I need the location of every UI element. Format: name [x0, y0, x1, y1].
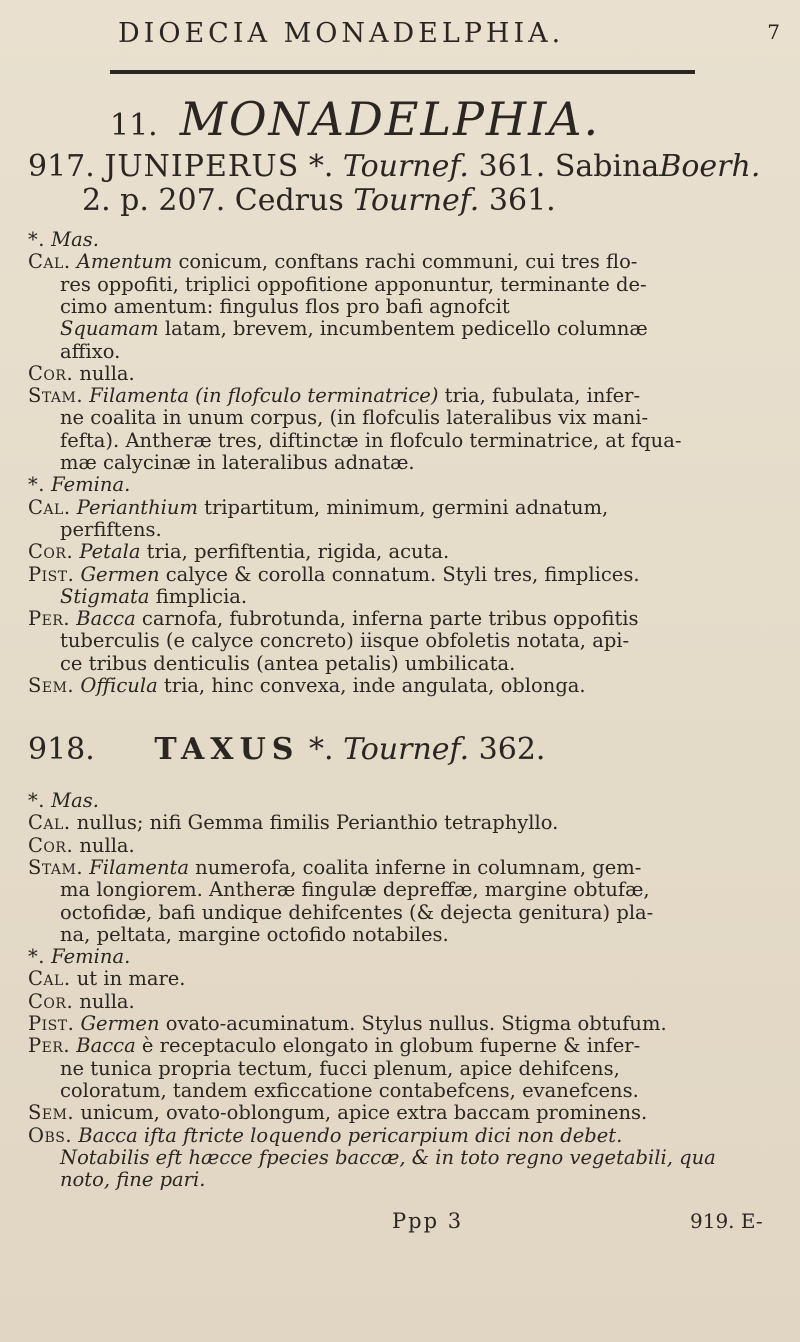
organ-label: Per.	[28, 1034, 71, 1058]
line-text: è receptaculo elongato in globum fuperne & infer-	[135, 1034, 641, 1058]
line-text: cimo amentum: fingulus flos pro bafi agnofcit	[60, 294, 510, 318]
asterisk-mark: *.	[308, 732, 334, 767]
running-head: DIOECIA MONADELPHIA.	[118, 18, 565, 49]
text-line	[60, 451, 415, 474]
line-text: calyce & corolla connatum. Styli tres, fimplices.	[159, 562, 640, 586]
text-line	[60, 295, 510, 318]
italic-term: Perianthium	[76, 495, 198, 519]
organ-label: Pist.	[28, 1012, 75, 1035]
line-text: unicum, ovato-oblongum, apice extra baccam prominens.	[80, 1101, 648, 1125]
text-line	[60, 923, 449, 946]
page-number: 7	[767, 20, 780, 44]
text-line	[28, 563, 640, 586]
line-text: tria, fubulata, infer-	[438, 384, 641, 408]
italic-term: Mas.	[51, 228, 99, 251]
italic-term: Notabilis eft hæcce fpecies baccæ, & in toto regno vegetabili, qua	[60, 1145, 716, 1169]
line-text: carnofa, fubrotunda, inferna parte tribus oppofitis	[135, 607, 639, 631]
synonym: Sabina	[554, 149, 660, 184]
text-line	[28, 362, 135, 385]
section-number: 11.	[110, 108, 158, 143]
text-line	[60, 1168, 205, 1191]
line-text: fefta). Antheræ tres, diftinctæ in flofculo terminatrice, at fqua-	[60, 428, 682, 452]
text-line	[28, 811, 558, 834]
line-text: tripartitum, minimum, germini adnatum,	[197, 495, 609, 519]
text-line	[60, 1146, 716, 1169]
text-line	[60, 629, 629, 652]
italic-term: Filamenta	[89, 855, 189, 879]
text-line	[28, 496, 608, 519]
reference-page: 2. p. 207. Cedrus	[82, 183, 344, 218]
line-text: ne tunica propria tectum, fucci plenum, apice dehifcens,	[60, 1056, 620, 1080]
text-line	[28, 1124, 622, 1147]
signature-mark: Ppp 3	[392, 1209, 464, 1233]
genus-name: TAXUS	[154, 732, 300, 767]
reference-number: 362.	[478, 732, 546, 767]
line-text: numerofa, coalita inferne in columnam, gem-	[188, 855, 642, 879]
genus-name: JUNIPERUS	[104, 149, 300, 184]
organ-label: Cor.	[28, 989, 74, 1013]
organ-label: Pist.	[28, 562, 75, 586]
text-line	[60, 878, 650, 901]
text-line	[60, 518, 162, 541]
entry-number: 918.	[28, 732, 95, 767]
text-line	[60, 585, 247, 608]
italic-term: Stigmata	[60, 584, 150, 608]
organ-label: Sem.	[28, 674, 75, 697]
line-text: na, peltata, margine octofido notabiles.	[60, 922, 449, 946]
italic-term: Femina.	[51, 473, 131, 497]
organ-label: Stam.	[28, 384, 84, 408]
line-text: fimplicia.	[149, 584, 248, 608]
catchword: 919. E-	[690, 1209, 763, 1233]
italic-term: Squamam	[60, 317, 159, 341]
line-text: mæ calycinæ in lateralibus adnatæ.	[60, 451, 415, 474]
organ-label: Cor.	[28, 361, 74, 385]
organ-label: Stam.	[28, 855, 84, 879]
italic-term: Germen	[80, 1012, 160, 1035]
reference-number: 361.	[488, 183, 556, 218]
reference: Boerh.	[659, 149, 761, 184]
text-line	[28, 990, 135, 1013]
text-line	[60, 273, 647, 296]
line-text: ce tribus denticulis (antea petalis) umbilicata.	[60, 651, 516, 675]
line-text: tuberculis (e calyce concreto) iisque obfoletis notata, api-	[60, 629, 630, 653]
line-text: ut in mare.	[76, 967, 186, 991]
organ-label: *.	[28, 473, 45, 497]
line-text: tria, hinc convexa, inde angulata, oblonga.	[157, 674, 586, 697]
line-text: nullus; nifi Gemma fimilis Perianthio tetraphyllo.	[76, 811, 559, 835]
italic-term: Filamenta (in flofculo terminatrice)	[89, 384, 439, 408]
organ-label: Cal.	[28, 967, 71, 991]
line-text: nulla.	[79, 989, 135, 1013]
italic-term: Officula	[80, 674, 158, 697]
line-text: ovato-acuminatum. Stylus nullus. Stigma obtufum.	[159, 1012, 667, 1035]
italic-term: Bacca ifta ftricte loquendo pericarpium dici non debet.	[78, 1123, 623, 1147]
organ-label: Cal.	[28, 495, 71, 519]
organ-label: *.	[28, 945, 45, 969]
line-text: conicum, conftans rachi communi, cui tres flo-	[172, 250, 638, 274]
italic-term: Mas.	[51, 789, 99, 812]
line-text: nulla.	[79, 833, 135, 857]
text-line	[28, 540, 449, 563]
line-text: ne coalita in unum corpus, (in flofculis lateralibus vix mani-	[60, 406, 649, 430]
organ-label: Cal.	[28, 811, 71, 835]
section-name: MONADELPHIA.	[179, 92, 601, 146]
text-line	[28, 384, 640, 407]
text-line	[28, 674, 586, 697]
text-line	[28, 1012, 667, 1035]
line-text: nulla.	[79, 361, 135, 385]
text-line	[60, 429, 681, 452]
text-line	[28, 473, 130, 496]
line-text: affixo.	[60, 339, 121, 363]
organ-label: Sem.	[28, 1101, 75, 1125]
organ-label: Cal.	[28, 250, 71, 274]
text-line	[60, 652, 515, 675]
italic-term: noto, fine pari.	[60, 1168, 206, 1192]
text-line	[28, 967, 186, 990]
italic-term: Petala	[79, 540, 141, 564]
text-line	[60, 340, 120, 363]
organ-label: Obs.	[28, 1123, 73, 1147]
entry-number: 917.	[28, 149, 95, 184]
italic-term: Germen	[80, 562, 160, 586]
organ-label: *.	[28, 228, 45, 251]
asterisk-mark: *.	[308, 149, 334, 184]
section-title	[110, 92, 600, 146]
line-text: latam, brevem, incumbentem pedicello columnæ	[158, 317, 648, 341]
organ-label: Per.	[28, 607, 71, 631]
text-line	[28, 945, 130, 968]
text-line	[28, 856, 641, 879]
text-line	[28, 607, 639, 630]
reference: Tournef.	[342, 149, 469, 184]
line-text: ma longiorem. Antheræ fingulæ depreffæ, margine obtufæ,	[60, 878, 650, 902]
line-text: perfiftens.	[60, 517, 162, 541]
text-line	[60, 406, 648, 429]
line-text: octofidæ, bafi undique dehifcentes (& dejecta genitura) pla-	[60, 900, 654, 924]
organ-label: Cor.	[28, 833, 74, 857]
text-line	[28, 1101, 647, 1124]
text-line	[60, 317, 648, 340]
entry-918-heading	[28, 733, 545, 767]
text-line	[28, 834, 135, 857]
italic-term: Amentum	[76, 250, 173, 274]
line-text: res oppofiti, triplici oppofitione apponuntur, terminante de-	[60, 272, 647, 296]
italic-term: Femina.	[51, 945, 131, 969]
italic-term: Bacca	[76, 1034, 136, 1058]
text-line	[60, 901, 653, 924]
reference: Tournef.	[343, 732, 470, 767]
text-line	[28, 789, 99, 812]
text-line	[28, 1034, 640, 1057]
text-line	[28, 250, 637, 273]
header-rule	[110, 70, 695, 74]
italic-term: Bacca	[76, 607, 136, 631]
organ-label: *.	[28, 789, 45, 812]
reference: Tournef.	[353, 183, 480, 218]
line-text: tria, perfiftentia, rigida, acuta.	[140, 540, 450, 564]
text-line	[60, 1057, 620, 1080]
text-line	[60, 1079, 639, 1102]
entry-917-heading	[28, 150, 760, 218]
organ-label: Cor.	[28, 540, 74, 564]
reference-number: 361.	[478, 149, 546, 184]
line-text: coloratum, tandem exficcatione contabefcens, evanefcens.	[60, 1078, 639, 1102]
text-line	[28, 228, 99, 251]
